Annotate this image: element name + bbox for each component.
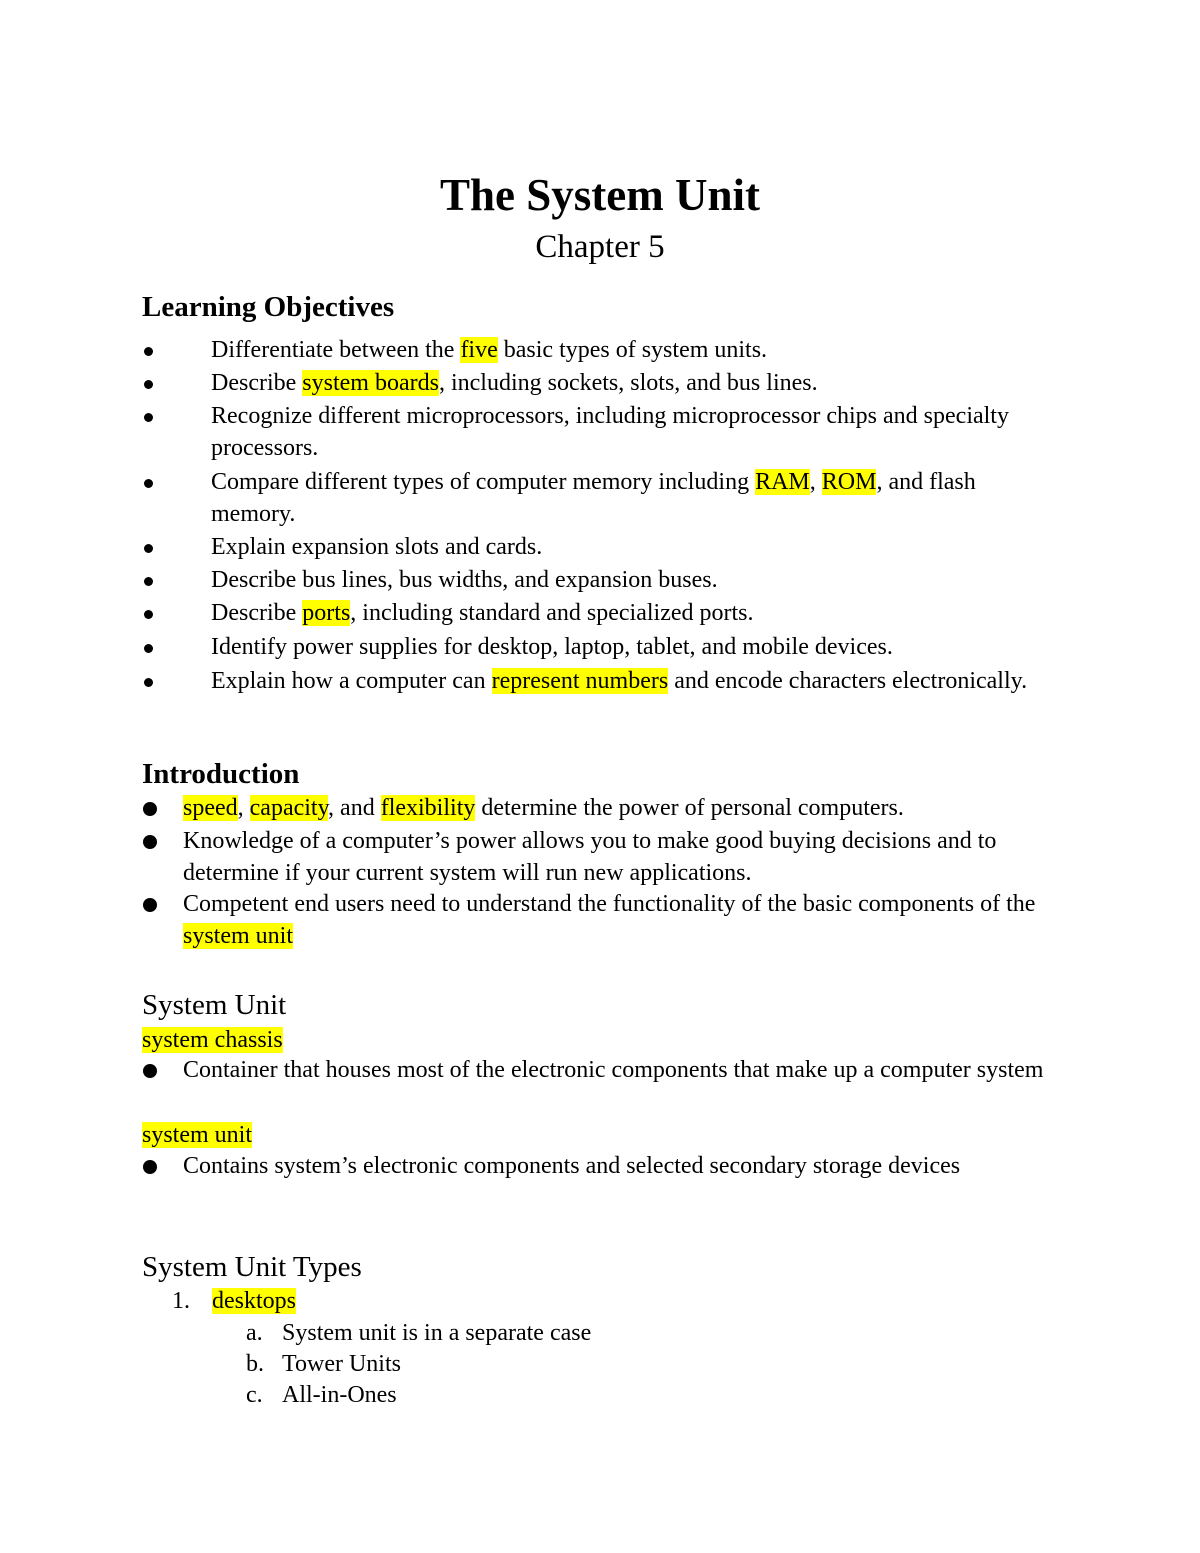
text-run: Describe — [211, 370, 303, 396]
sub-list-item — [246, 1318, 591, 1348]
sub-list-item — [246, 1349, 401, 1379]
text-run: Compare different types of computer memory including — [211, 469, 756, 495]
list-marker: b. — [246, 1351, 264, 1377]
term-system-unit — [142, 1120, 252, 1150]
term-label: system unit — [142, 1122, 253, 1148]
system-chassis-definition: Container that houses most of the electronic components that make up a computer system — [183, 1055, 1063, 1087]
document-subtitle: Chapter 5 — [535, 229, 665, 265]
text-run: , including sockets, slots, and bus lines. — [438, 370, 818, 396]
highlighted-term: RAM — [755, 469, 810, 495]
highlighted-term: system unit — [183, 922, 294, 949]
text-run: , and — [328, 795, 381, 821]
system-unit-definition: Contains system’s electronic components and selected secondary storage devices — [183, 1151, 1063, 1183]
term-label: system chassis — [142, 1027, 283, 1053]
text-run: , — [809, 469, 822, 495]
text-run: determine the power of personal computers. — [475, 795, 904, 821]
objective-item — [211, 565, 1061, 597]
highlighted-term: ports — [302, 600, 351, 626]
system-unit-types-heading: System Unit Types — [142, 1251, 362, 1283]
list-marker: 1. — [172, 1288, 190, 1314]
text-run: Describe — [211, 600, 303, 626]
text-run: Competent end users need to understand the functionality of the basic components of the — [183, 891, 1036, 917]
introduction-item — [183, 826, 1063, 889]
objective-item — [211, 368, 1061, 400]
term-system-chassis — [142, 1025, 283, 1055]
text-run: basic types of system units. — [497, 337, 768, 363]
highlighted-term: flexibility — [380, 795, 476, 821]
text-run: Identify power supplies for desktop, laptop, tablet, and mobile devices. — [211, 634, 893, 660]
text-run: , including standard and specialized ports. — [350, 600, 754, 626]
text-run: Recognize different microprocessors, including microprocessor chips and specialty processors. — [211, 403, 1009, 461]
document-title: The System Unit — [439, 170, 760, 220]
numbered-item — [172, 1286, 296, 1316]
list-marker: a. — [246, 1320, 263, 1346]
text-run: Explain how a computer can — [211, 668, 492, 694]
objective-item — [211, 335, 1061, 367]
text-run: , — [237, 795, 250, 821]
introduction-item — [183, 793, 1063, 825]
highlighted-term: ROM — [821, 469, 877, 495]
text-run: Explain expansion slots and cards. — [211, 534, 543, 560]
highlighted-term: capacity — [249, 795, 329, 821]
learning-objectives-heading: Learning Objectives — [142, 291, 395, 323]
list-item-text: Tower Units — [282, 1351, 401, 1377]
text-run: , and flash memory. — [211, 469, 976, 527]
list-marker: c. — [246, 1382, 263, 1408]
objective-item — [211, 401, 1061, 464]
text-run: Knowledge of a computer’s power allows you to make good buying decisions and to determine if your current system will run new applications. — [183, 828, 997, 886]
objective-item — [211, 632, 1061, 664]
list-item-text: All-in-Ones — [282, 1382, 397, 1408]
objective-item — [211, 666, 1061, 698]
introduction-heading: Introduction — [142, 758, 300, 790]
text-run: Differentiate between the — [211, 337, 461, 363]
list-item-text: desktops — [212, 1288, 296, 1314]
objective-item — [211, 467, 1061, 530]
highlighted-term: system boards — [302, 370, 439, 396]
objective-item — [211, 532, 1061, 564]
system-unit-heading: System Unit — [142, 989, 287, 1021]
objective-item — [211, 598, 1061, 630]
sub-list-item — [246, 1380, 397, 1410]
highlighted-term: represent numbers — [491, 668, 669, 694]
text-run: and encode characters electronically. — [668, 668, 1028, 694]
text-run: Describe bus lines, bus widths, and expansion buses. — [211, 567, 718, 593]
highlighted-term: five — [460, 337, 498, 363]
highlighted-term: speed — [183, 795, 238, 821]
introduction-item — [183, 889, 1063, 952]
list-item-text: System unit is in a separate case — [282, 1320, 592, 1346]
